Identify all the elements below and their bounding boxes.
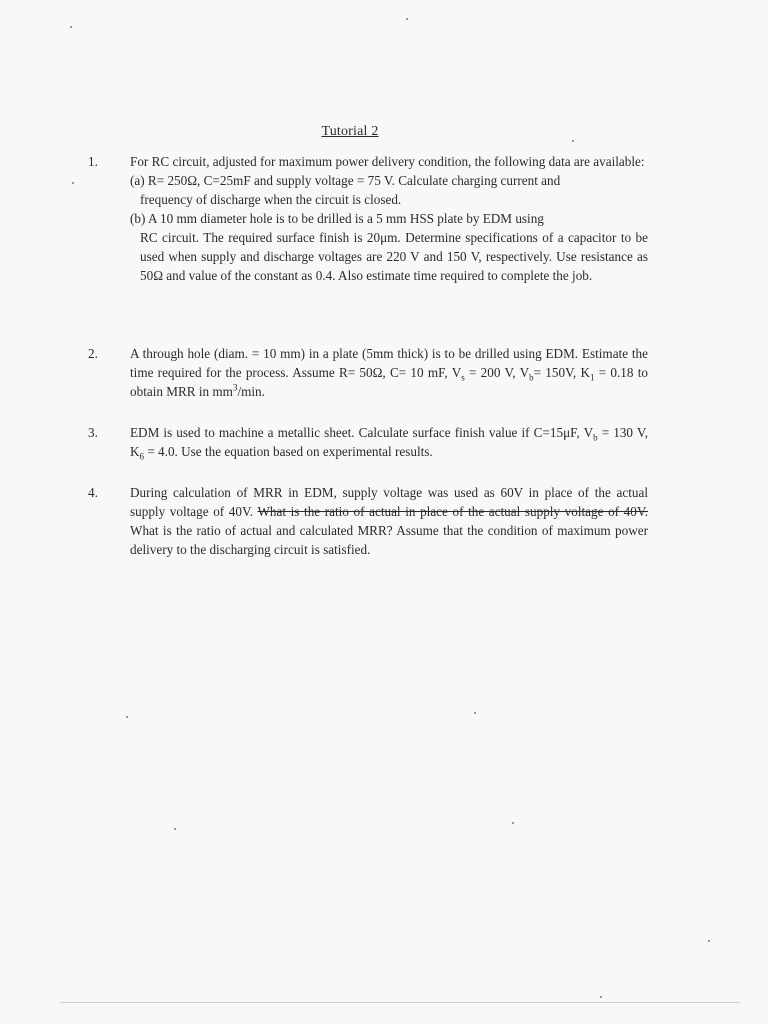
subscript: 1	[589, 372, 595, 383]
scan-speck	[600, 996, 602, 998]
struck-out-text: What is the ratio of actual in place of the actual supply voltage of 40V.	[257, 504, 648, 519]
text-segment: = 150V, K	[533, 365, 590, 380]
question-4	[88, 483, 648, 559]
question-2	[88, 344, 648, 401]
scan-speck	[512, 822, 514, 824]
scan-speck	[406, 18, 408, 20]
scan-speck	[174, 828, 176, 830]
text-segment: /min.	[237, 384, 265, 399]
scan-speck	[70, 26, 72, 28]
question-body	[130, 344, 648, 401]
text-segment: = 4.0. Use the equation based on experimental results.	[144, 444, 433, 459]
subscript: s	[461, 372, 465, 383]
question-intro: For RC circuit, adjusted for maximum power delivery condition, the following data are available:	[130, 154, 645, 169]
question-part-a	[130, 171, 648, 209]
question-body	[130, 483, 648, 559]
question-number: 3.	[88, 425, 98, 440]
text-segment: A through hole (diam. = 10 mm) in a plate (5mm thick) is to be drilled using EDM. Estimate the time required for the process. Assume R= 50Ω, C= 10 mF, V	[130, 346, 648, 380]
scan-speck	[572, 140, 574, 142]
part-b-continuation: RC circuit. The required surface finish is 20μm. Determine specifications of a capacitor to be used when supply and discharge voltages are 220 V and 150 V, respectively. Use resistance as 50Ω and value of the constant as 0.4. Also estimate time required to complete the job.	[140, 230, 648, 283]
question-number: 1.	[88, 154, 98, 169]
text-segment: = 200 V, V	[464, 365, 530, 380]
superscript: 3	[232, 382, 238, 393]
subscript: 6	[139, 451, 145, 462]
text-segment: During calculation of MRR in EDM, supply voltage was used as 60V in place of the actual supply voltage of 40V.	[130, 485, 648, 519]
question-body	[130, 152, 648, 285]
part-a-line: (a) R= 250Ω, C=25mF and supply voltage = 75 V. Calculate charging current and	[130, 173, 561, 188]
scan-speck	[708, 940, 710, 942]
text-segment: = 0.18 to obtain MRR in mm	[130, 365, 648, 399]
scan-speck	[126, 716, 128, 718]
scan-speck	[72, 182, 74, 184]
scan-speck	[474, 712, 476, 714]
question-body	[130, 423, 648, 461]
question-1	[88, 152, 648, 285]
subscript: b	[593, 432, 598, 443]
question-part-b	[130, 209, 648, 285]
subscript: b	[529, 372, 534, 383]
text-segment: = 130 V, K	[130, 425, 648, 459]
question-number: 2.	[88, 346, 98, 361]
part-b-line: (b) A 10 mm diameter hole is to be drilled is a 5 mm HSS plate by EDM using	[130, 211, 544, 226]
scan-edge-line	[60, 1002, 740, 1003]
question-3	[88, 423, 648, 461]
text-segment: What is the ratio of actual and calculated MRR? Assume that the condition of maximum power delivery to the discharging circuit is satisfied.	[130, 523, 648, 557]
question-number: 4.	[88, 485, 98, 500]
page-title: Tutorial 2	[321, 124, 379, 139]
part-a-continuation: frequency of discharge when the circuit is closed.	[140, 192, 402, 207]
text-segment: EDM is used to machine a metallic sheet. Calculate surface finish value if C=15μF, V	[130, 425, 594, 440]
